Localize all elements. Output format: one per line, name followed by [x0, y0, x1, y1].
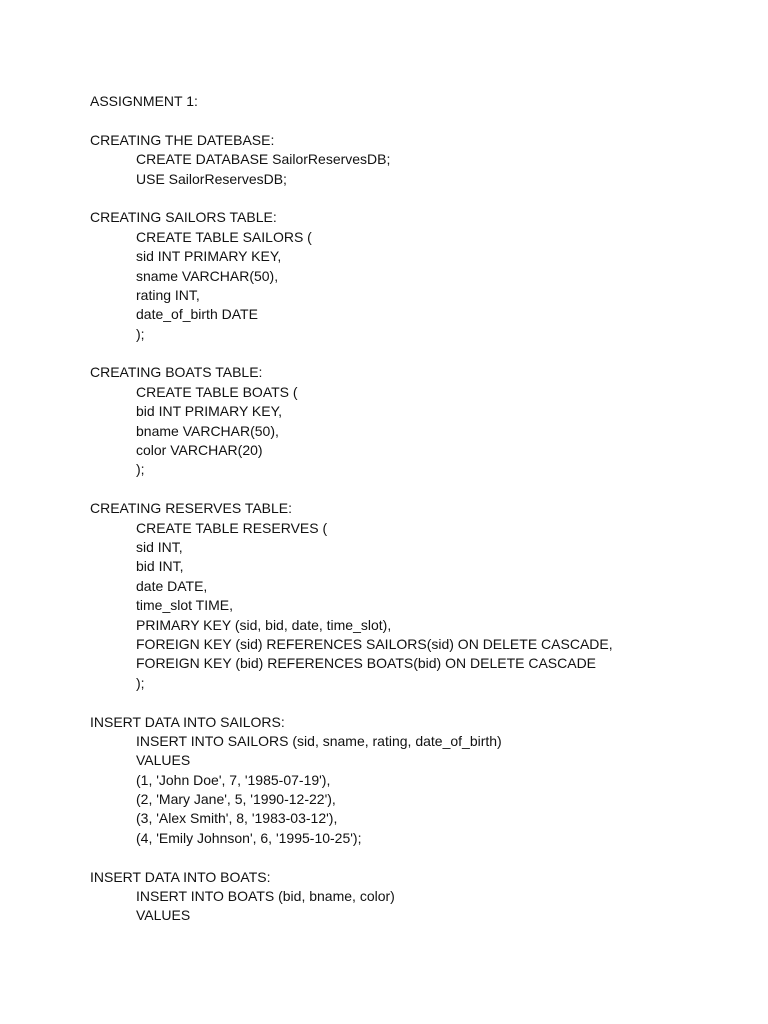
code-line: (1, 'John Doe', 7, '1985-07-19'), — [136, 771, 331, 788]
code-line: rating INT, — [136, 286, 200, 303]
code-line: INSERT INTO BOATS (bid, bname, color) — [136, 888, 395, 905]
code-line: (2, 'Mary Jane', 5, '1990-12-22'), — [136, 791, 336, 808]
code-line: date_of_birth DATE — [136, 306, 258, 323]
section-heading: CREATING RESERVES TABLE: — [90, 500, 293, 517]
code-line: sid INT, — [136, 538, 183, 555]
code-line: (3, 'Alex Smith', 8, '1983-03-12'), — [136, 810, 338, 827]
document-body — [90, 92, 730, 926]
code-line: CREATE TABLE BOATS ( — [136, 383, 298, 400]
blank-line — [90, 480, 730, 499]
code-line: FOREIGN KEY (sid) REFERENCES SAILORS(sid) ON DELETE CASCADE, — [136, 635, 613, 652]
blank-line — [90, 848, 730, 867]
section-heading: CREATING SAILORS TABLE: — [90, 209, 277, 226]
code-line: PRIMARY KEY (sid, bid, date, time_slot), — [136, 616, 392, 633]
code-line: color VARCHAR(20) — [136, 442, 263, 459]
code-line: VALUES — [136, 907, 191, 924]
blank-line — [90, 111, 730, 130]
section-heading: CREATING BOATS TABLE: — [90, 364, 263, 381]
section-heading: CREATING THE DATEBASE: — [90, 131, 275, 148]
code-line: VALUES — [136, 752, 191, 769]
code-line: USE SailorReservesDB; — [136, 170, 287, 187]
section-heading: INSERT DATA INTO SAILORS: — [90, 713, 285, 730]
code-line: INSERT INTO SAILORS (sid, sname, rating, date_of_birth) — [136, 732, 502, 749]
section-heading: INSERT DATA INTO BOATS: — [90, 868, 271, 885]
code-line: bname VARCHAR(50), — [136, 422, 279, 439]
code-line: CREATE DATABASE SailorReservesDB; — [136, 151, 391, 168]
code-line: time_slot TIME, — [136, 597, 233, 614]
code-line: CREATE TABLE RESERVES ( — [136, 519, 328, 536]
code-line: ); — [136, 674, 145, 691]
blank-line — [90, 189, 730, 208]
document-title: ASSIGNMENT 1: — [90, 93, 198, 109]
code-line: sname VARCHAR(50), — [136, 267, 279, 284]
blank-line — [90, 344, 730, 363]
code-line: ); — [136, 325, 145, 342]
code-line: bid INT PRIMARY KEY, — [136, 403, 283, 420]
code-line: bid INT, — [136, 558, 184, 575]
code-line: sid INT PRIMARY KEY, — [136, 248, 282, 265]
code-line: CREATE TABLE SAILORS ( — [136, 228, 312, 245]
code-line: FOREIGN KEY (bid) REFERENCES BOATS(bid) ON DELETE CASCADE — [136, 655, 597, 672]
code-line: ); — [136, 461, 145, 478]
code-line: (4, 'Emily Johnson', 6, '1995-10-25'); — [136, 829, 362, 846]
blank-line — [90, 693, 730, 712]
document-sections — [90, 111, 730, 925]
code-line: date DATE, — [136, 577, 208, 594]
